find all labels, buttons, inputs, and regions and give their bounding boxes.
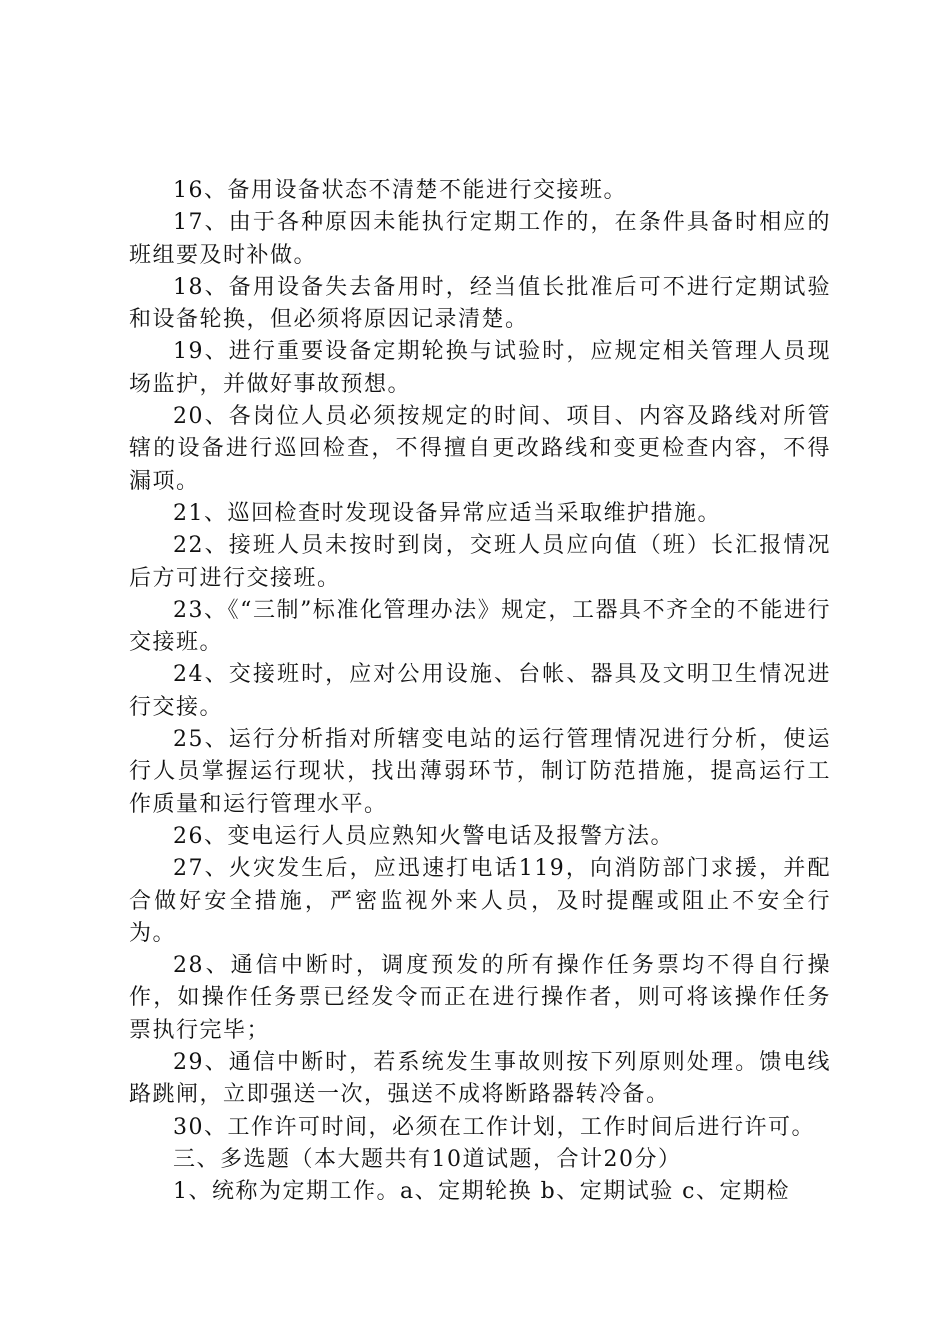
paragraph-25: 25、运行分析指对所辖变电站的运行管理情况进行分析，使运行人员掌握运行现状，找出薄弱环节，制订防范措施，提高运行工作质量和运行管理水平。 [129,727,831,817]
paragraph-30: 30、工作许可时间，必须在工作计划，工作时间后进行许可。 [173,1114,815,1140]
paragraph-19: 19、进行重要设备定期轮换与试验时，应规定相关管理人员现场监护，并做好事故预想。 [129,339,831,397]
paragraph-28: 28、通信中断时，调度预发的所有操作任务票均不得自行操作，如操作任务票已经发令而正在进行操作者，则可将该操作任务票执行完毕； [129,953,831,1043]
document-body [129,175,831,1209]
paragraph-22: 22、接班人员未按时到岗，交班人员应向值（班）长汇报情况后方可进行交接班。 [129,533,831,591]
section-heading-multiple-choice: 三、多选题（本大题共有10道试题，合计20分） [173,1146,682,1172]
paragraph-20: 20、各岗位人员必须按规定的时间、项目、内容及路线对所管辖的设备进行巡回检查，不得擅自更改路线和变更检查内容，不得漏项。 [129,404,831,494]
paragraph-29: 29、通信中断时，若系统发生事故则按下列原则处理。馈电线路跳闸，立即强送一次，强送不成将断路器转冷备。 [129,1050,831,1108]
paragraph-18: 18、备用设备失去备用时，经当值长批准后可不进行定期试验和设备轮换，但必须将原因记录清楚。 [129,274,831,333]
paragraph-27: 27、火灾发生后，应迅速打电话119，向消防部门求援，并配合做好安全措施，严密监视外来人员，及时提醒或阻止不安全行为。 [129,856,831,946]
paragraph-16: 16、备用设备状态不清楚不能进行交接班。 [173,178,627,203]
paragraph-17: 17、由于各种原因未能执行定期工作的，在条件具备时相应的班组要及时补做。 [129,210,831,268]
paragraph-21: 21、巡回检查时发现设备异常应适当采取维护措施。 [173,500,721,526]
paragraph-24: 24、交接班时，应对公用设施、台帐、器具及文明卫生情况进行交接。 [129,662,831,720]
paragraph-26: 26、变电运行人员应熟知火警电话及报警方法。 [173,823,674,849]
question-1: 1、统称为定期工作。a、定期轮换 b、定期试验 c、定期检 [173,1179,791,1205]
paragraph-23: 23、《“三制”标准化管理办法》规定，工器具不齐全的不能进行交接班。 [129,597,831,656]
